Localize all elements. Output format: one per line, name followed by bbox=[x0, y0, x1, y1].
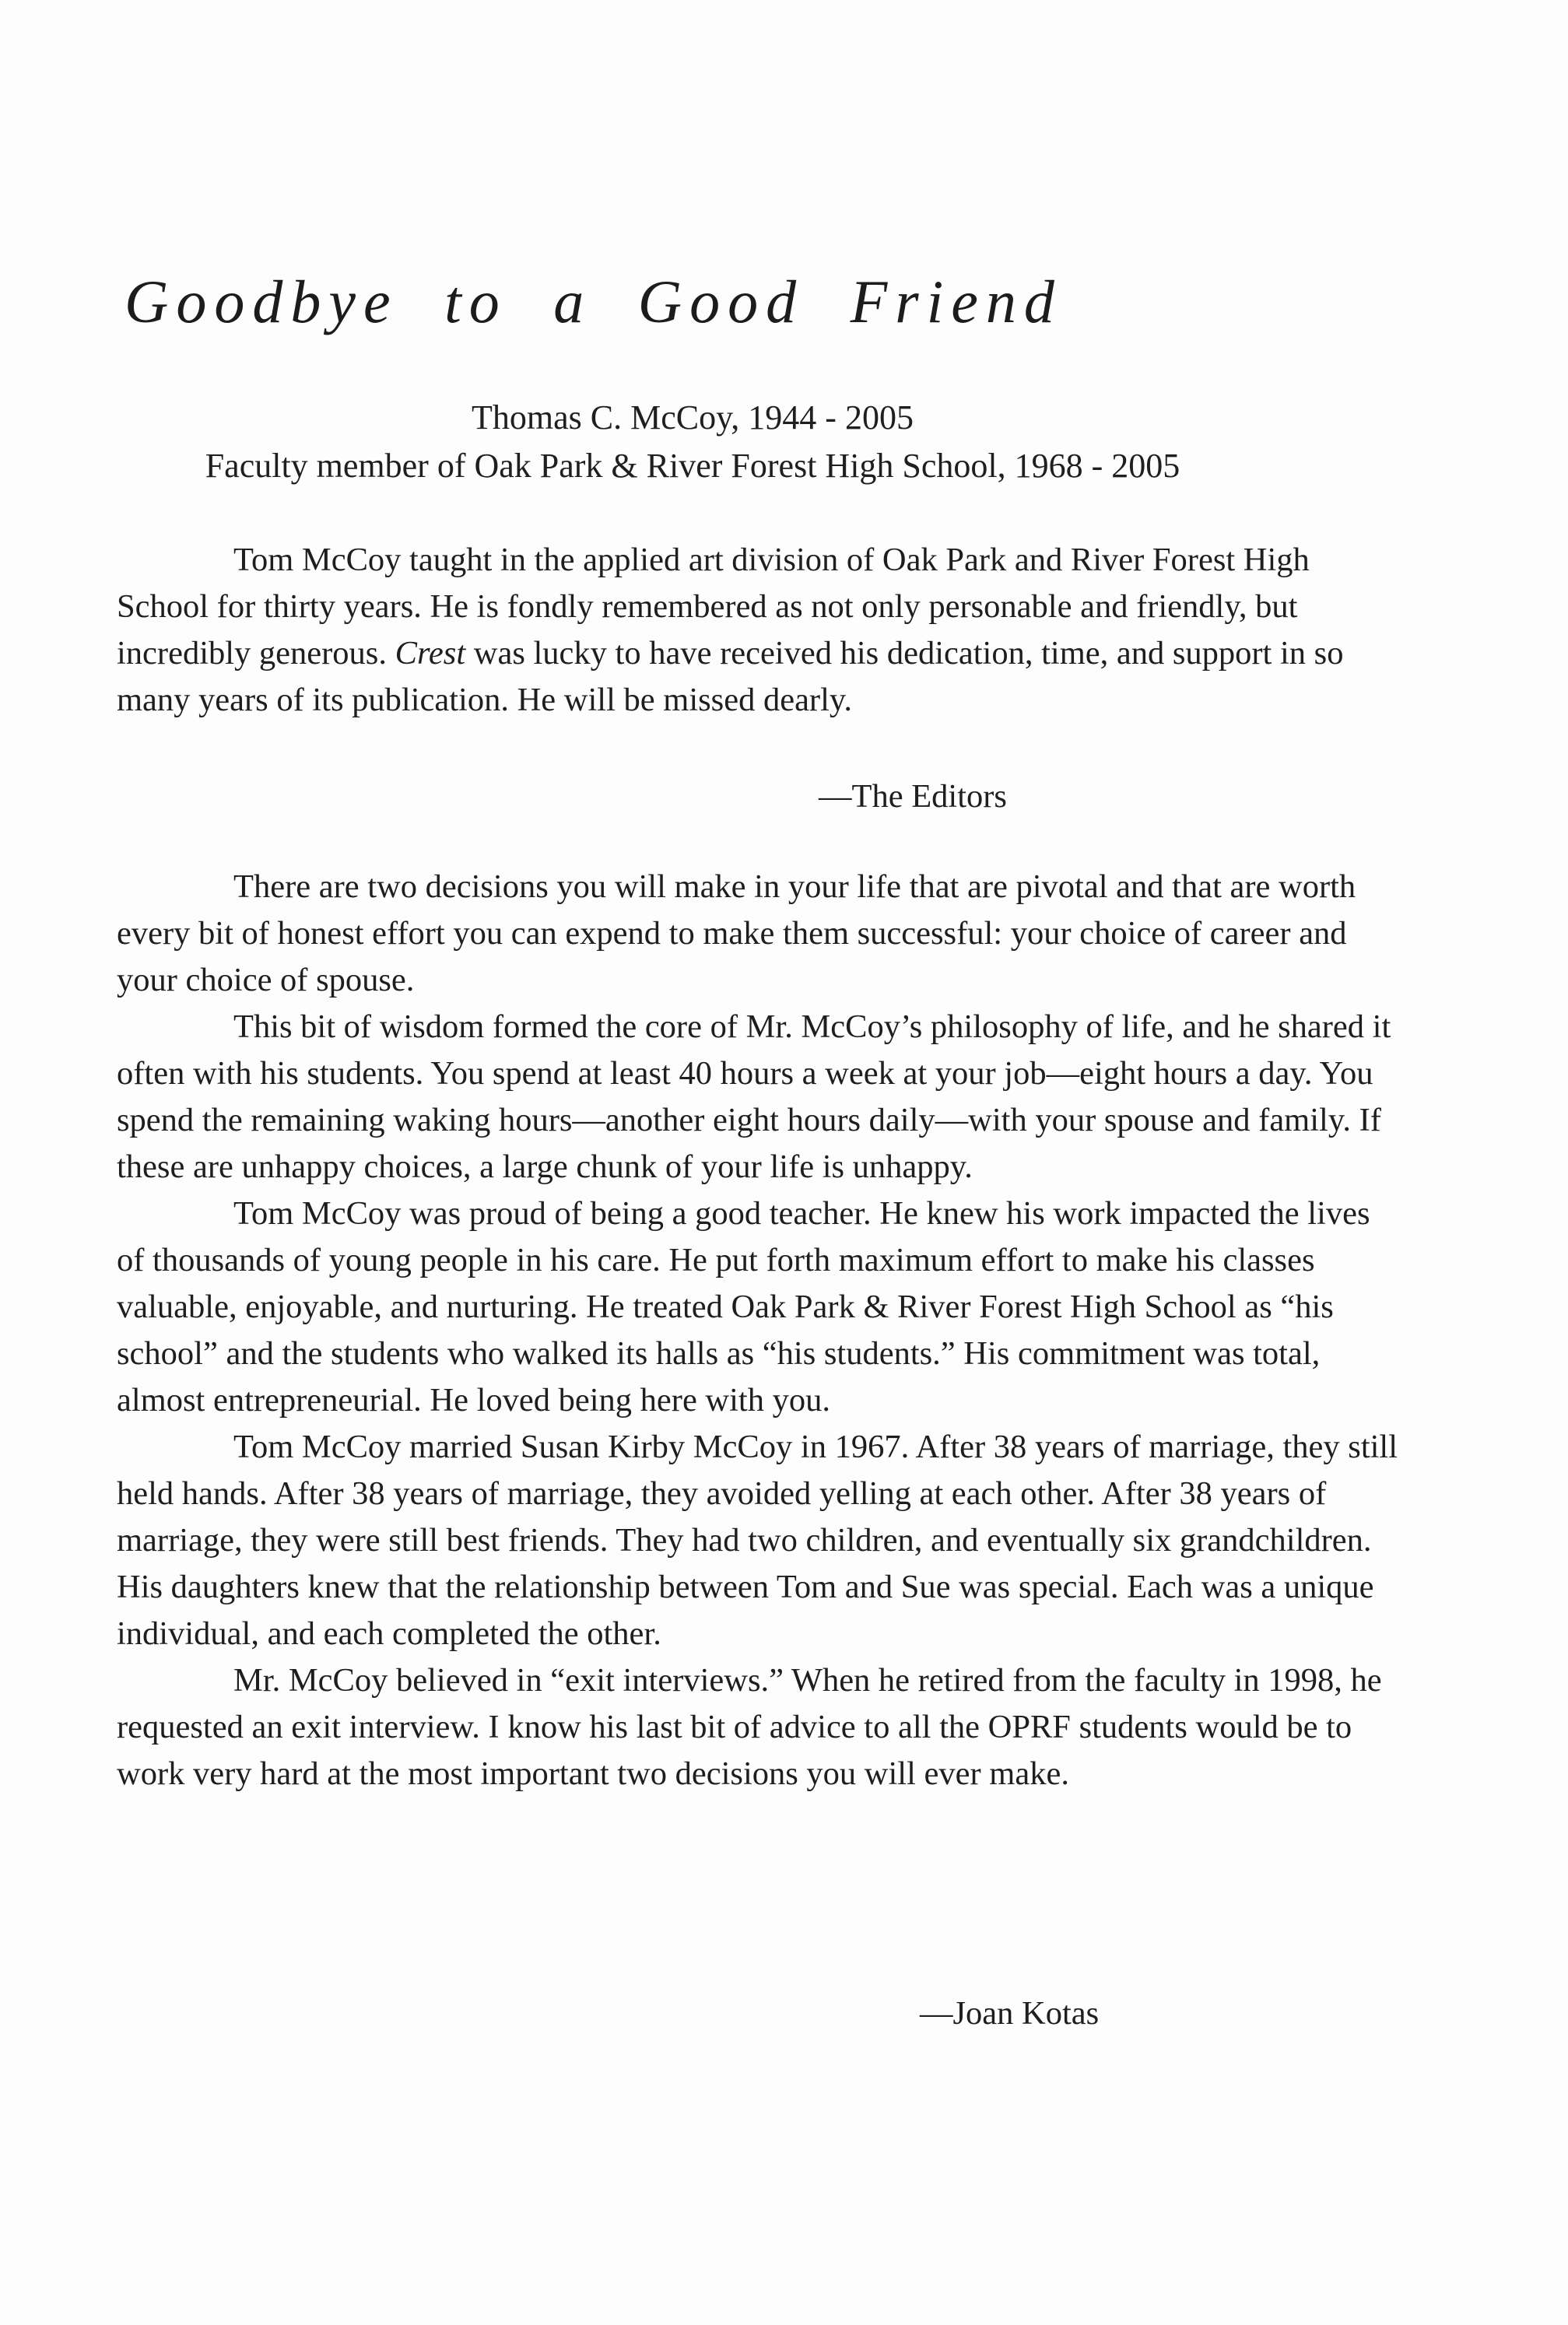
memorial-subhead bbox=[117, 394, 1268, 490]
author-signature: —Joan Kotas bbox=[920, 1995, 1100, 2032]
faculty-tenure: Faculty member of Oak Park & River Forest High School, 1968 - 2005 bbox=[205, 447, 1180, 485]
essay-paragraph: Mr. McCoy believed in “exit interviews.” When he retired from the faculty in 1998, he requested an exit interview. I know his last bit of advice to all the OPRF students would be to work very hard at the most important two decisions you will ever make. bbox=[117, 1662, 1382, 1792]
essay-paragraph: This bit of wisdom formed the core of Mr. McCoy’s philosophy of life, and he shared it often with his students. You spend at least 40 hours a week at your job—eight hours a day. You spend the remaining waking hours—another eight hours daily—with your spouse and family. If these are unhappy choices, a large chunk of your life is unhappy. bbox=[117, 1008, 1391, 1185]
name-and-dates: Thomas C. McCoy, 1944 - 2005 bbox=[472, 398, 914, 437]
tribute-text-after: was lucky to have received his dedication, time, and support in so many years of its publication. He will be missed dearly. bbox=[117, 635, 1344, 718]
essay-paragraph: Tom McCoy was proud of being a good teacher. He knew his work impacted the lives of thousands of young people in his care. He put forth maximum effort to make his classes valuable, enjoyable, and nurturing. He treated Oak Park & River Forest High School as “his school” and the students who walked its halls as “his students.” His commitment was total, almost entrepreneurial. He loved being here with you. bbox=[117, 1195, 1370, 1418]
tribute-paragraph bbox=[117, 537, 1401, 724]
publication-name: Crest bbox=[395, 635, 466, 672]
essay-paragraph: Tom McCoy married Susan Kirby McCoy in 1967. After 38 years of marriage, they still held hands. After 38 years of marriage, they avoided yelling at each other. After 38 years of marriage, they were still best friends. They had two children, and eventually six grandchildren. His daughters knew that the relationship between Tom and Sue was special. Each was a unique individual, and each completed the other. bbox=[117, 1429, 1398, 1652]
editors-tribute bbox=[117, 537, 1401, 724]
article-title: Goodbye to a Good Friend bbox=[125, 268, 1062, 335]
memorial-essay bbox=[117, 864, 1401, 1797]
tribute-text-before: Tom McCoy taught in the applied art division of Oak Park and River Forest High School for thirty years. He is fondly remembered as not only personable and friendly, but incredibly generous. bbox=[117, 542, 1310, 672]
editors-signature: —The Editors bbox=[819, 778, 1007, 815]
essay-paragraph: There are two decisions you will make in your life that are pivotal and that are worth every bit of honest effort you can expend to make them successful: your choice of career and your choice of spouse. bbox=[117, 868, 1356, 998]
